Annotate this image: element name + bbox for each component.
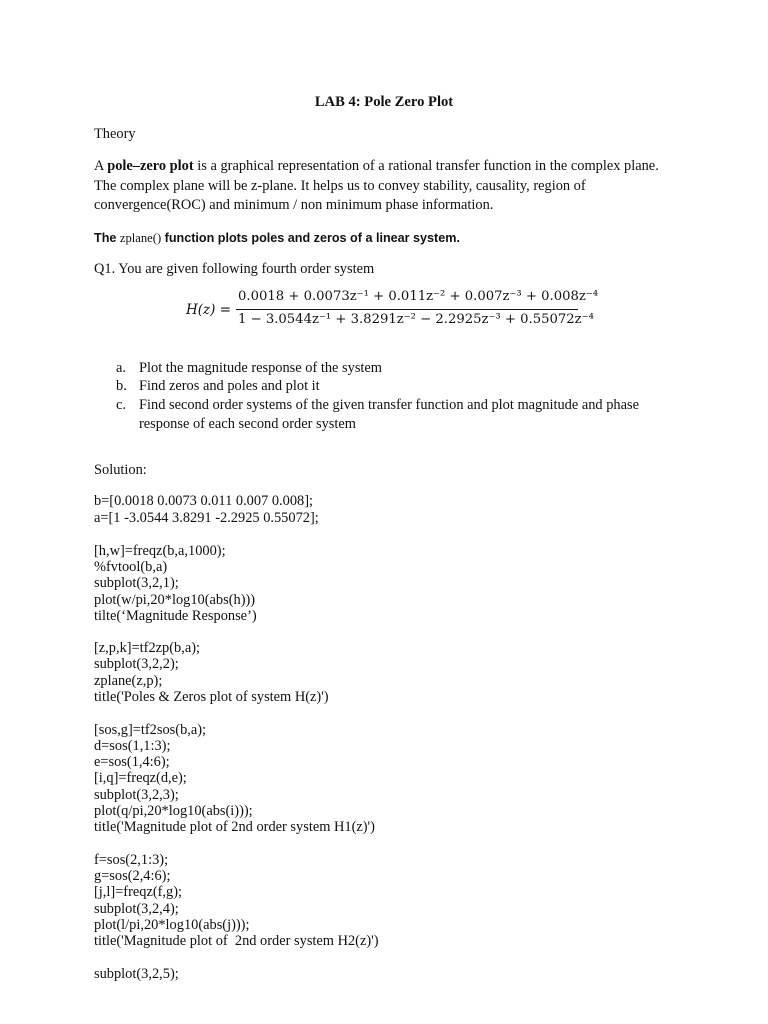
- code-line: subplot(3,2,4);: [94, 901, 179, 917]
- code-line: plot(q/pi,20*log10(abs(i)));: [94, 803, 253, 819]
- question-text: Q1. You are given following fourth order system: [94, 261, 375, 277]
- intro-line-1: A pole–zero plot is a graphical representation of a rational transfer function in the complex plane.: [94, 158, 659, 174]
- pole-zero-term: pole–zero plot: [107, 158, 194, 174]
- code-line: [i,q]=freqz(d,e);: [94, 770, 187, 786]
- code-line: [sos,g]=tf2sos(b,a);: [94, 722, 207, 738]
- intro-line-3: convergence(ROC) and minimum / non minimum phase information.: [94, 197, 494, 213]
- code-line: [h,w]=freqz(b,a,1000);: [94, 543, 226, 559]
- code-line: title('Magnitude plot of 2nd order system H1(z)'): [94, 819, 375, 835]
- task-item-c: c. Find second order systems of the given transfer function and plot magnitude and phase: [116, 397, 639, 413]
- code-line: [j,l]=freqz(f,g);: [94, 884, 183, 900]
- code-line: zplane(z,p);: [94, 673, 163, 689]
- page-title: LAB 4: Pole Zero Plot: [314, 94, 454, 110]
- equation-lhs: H(z) =: [186, 302, 232, 318]
- code-line: g=sos(2,4:6);: [94, 868, 171, 884]
- code-line: e=sos(1,4:6);: [94, 754, 170, 770]
- transfer-function-equation: [186, 288, 599, 332]
- equation-denominator: 1 − 3.0544z⁻¹ + 3.8291z⁻² − 2.2925z⁻³ + 0.55072z⁻⁴: [238, 312, 594, 327]
- code-line: subplot(3,2,1);: [94, 575, 179, 591]
- code-line: plot(l/pi,20*log10(abs(j)));: [94, 917, 250, 933]
- task-item-b: b. Find zeros and poles and plot it: [116, 378, 320, 394]
- zplane-code: zplane(): [119, 231, 162, 245]
- code-line: subplot(3,2,5);: [94, 966, 179, 982]
- code-line: %fvtool(b,a): [94, 559, 168, 575]
- equation-numerator: 0.0018 + 0.0073z⁻¹ + 0.011z⁻² + 0.007z⁻³ + 0.008z⁻⁴: [238, 289, 599, 304]
- code-line: tilte(‘Magnitude Response’): [94, 608, 257, 624]
- task-item-a: a. Plot the magnitude response of the system: [116, 360, 383, 376]
- task-item-c-cont: response of each second order system: [139, 416, 356, 432]
- code-line: a=[1 -3.0544 3.8291 -2.2925 0.55072];: [94, 510, 319, 526]
- code-line: title('Magnitude plot of 2nd order system H2(z)'): [94, 933, 379, 949]
- zplane-note: The zplane() function plots poles and zeros of a linear system.: [94, 231, 460, 245]
- code-line: subplot(3,2,2);: [94, 656, 179, 672]
- code-line: plot(w/pi,20*log10(abs(h))): [94, 592, 256, 608]
- code-line: [z,p,k]=tf2zp(b,a);: [94, 640, 201, 656]
- code-line: d=sos(1,1:3);: [94, 738, 171, 754]
- theory-heading: Theory: [94, 126, 136, 142]
- solution-heading: Solution:: [94, 462, 147, 478]
- fraction-bar: [236, 309, 578, 310]
- code-line: title('Poles & Zeros plot of system H(z)'): [94, 689, 329, 705]
- code-line: b=[0.0018 0.0073 0.011 0.007 0.008];: [94, 493, 314, 509]
- code-line: subplot(3,2,3);: [94, 787, 179, 803]
- intro-line-2: The complex plane will be z-plane. It helps us to convey stability, causality, region of: [94, 178, 586, 194]
- code-line: f=sos(2,1:3);: [94, 852, 169, 868]
